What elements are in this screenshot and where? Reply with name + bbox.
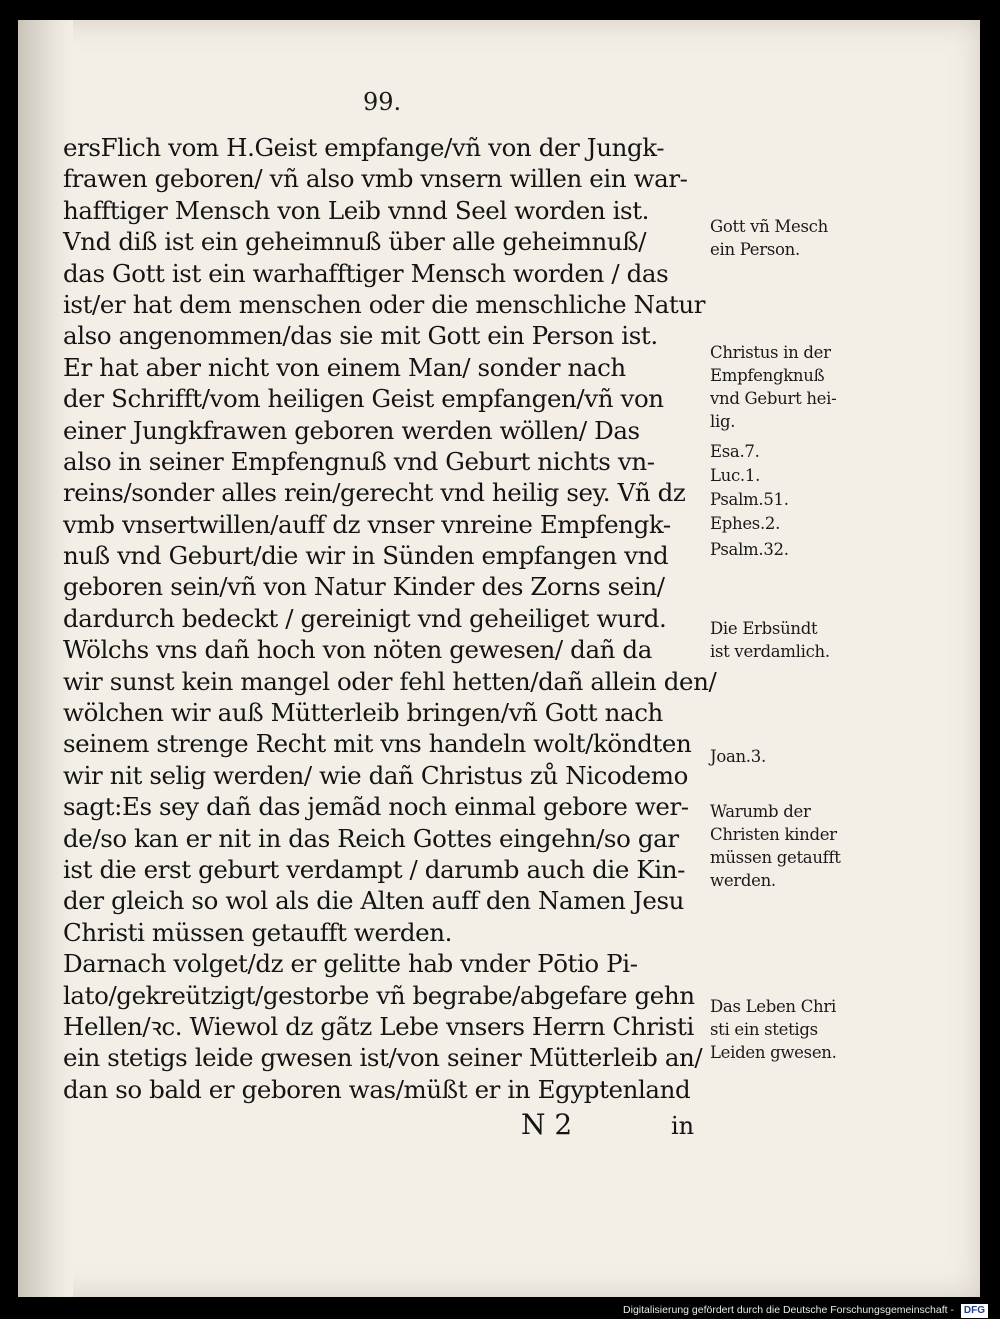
text-line: der Schrifft/vom heiligen Geist empfangen/vñ von (63, 384, 664, 414)
marginal-note-line: Psalm.51. (710, 490, 789, 509)
text-line: also angenommen/das sie mit Gott ein Person ist. (63, 321, 658, 351)
marginal-note-line: Esa.7. (710, 442, 760, 461)
text-line: einer Jungkfrawen geboren werden wöllen/ Das (63, 415, 640, 445)
text-line: ist die erst geburt verdampt / darumb auch die Kin- (63, 854, 685, 884)
marginal-note-line: Luc.1. (710, 466, 761, 485)
text-line: frawen geboren/ vñ also vmb vnsern willen ein war- (63, 164, 688, 194)
text-line: de/so kan er nit in das Reich Gottes eingehn/so gar (63, 823, 679, 853)
text-line: wir nit selig werden/ wie dañ Christus zů Nicodemo (63, 760, 688, 790)
signature-mark: N 2 (521, 1108, 573, 1141)
text-line: dan so bald er geboren was/müßt er in Egyptenland (63, 1074, 691, 1104)
marginal-note (710, 440, 880, 463)
marginal-note (710, 617, 880, 663)
page-number: 99. (363, 88, 402, 116)
catchword: in (671, 1112, 695, 1140)
text-line: Hellen/ꝛc. Wiewol dz gãtz Lebe vnsers Herrn Christi (63, 1011, 694, 1041)
text-line: geboren sein/vñ von Natur Kinder des Zorns sein/ (63, 572, 665, 602)
marginal-note-line: Psalm.32. (710, 540, 789, 559)
text-line: sagt:Es sey dañ das jemãd noch einmal gebore wer- (63, 792, 689, 822)
marginal-note (710, 215, 880, 261)
text-line: der gleich so wol als die Alten auff den Namen Jesu (63, 886, 685, 916)
marginal-note-line: müssen getaufft (710, 848, 841, 867)
marginal-note (710, 341, 880, 433)
marginal-note (710, 995, 880, 1064)
text-line: lato/gekreützigt/gestorbe vñ begrabe/abgefare gehn (63, 980, 695, 1010)
marginal-note-line: Christen kinder (710, 825, 837, 844)
marginal-note-line: Gott vñ Mesch (710, 217, 828, 236)
marginal-note-line: lig. (710, 412, 736, 431)
marginal-note (710, 488, 880, 511)
text-line: wir sunst kein mangel oder fehl hetten/dañ allein den/ (63, 666, 717, 696)
marginal-note-line: Warumb der (710, 802, 811, 821)
marginal-note-line: ein Person. (710, 240, 800, 259)
text-line: Christi müssen getaufft werden. (63, 917, 453, 947)
main-text-block (63, 132, 717, 1105)
text-line: wölchen wir auß Mütterleib bringen/vñ Gott nach (63, 698, 663, 728)
marginal-note (710, 800, 880, 892)
book-page (18, 20, 980, 1297)
text-line: das Gott ist ein warhafftiger Mensch worden / das (63, 258, 669, 288)
text-line: nuß vnd Geburt/die wir in Sünden empfangen vnd (63, 541, 669, 571)
marginal-note (710, 745, 880, 768)
marginal-note-line: Ephes.2. (710, 514, 781, 533)
page-footer (521, 1108, 721, 1141)
marginal-note-line: Leiden gwesen. (710, 1043, 837, 1062)
marginal-note-line: werden. (710, 871, 776, 890)
text-line: Er hat aber nicht von einem Man/ sonder nach (63, 352, 626, 382)
text-line: Darnach volget/dz er gelitte hab vnder Pōtio Pi- (63, 949, 638, 979)
text-line: ein stetigs leide gwesen ist/von seiner Mütterleib an/ (63, 1043, 703, 1073)
text-line: reins/sonder alles rein/gerecht vnd heilig sey. Vñ dz (63, 478, 686, 508)
marginal-note-line: Empfengknuß (710, 366, 825, 385)
credit-text: Digitalisierung gefördert durch die Deutsche Forschungsgemeinschaft - (623, 1304, 954, 1316)
text-line: Vnd diß ist ein geheimnuß über alle geheimnuß/ (63, 227, 647, 257)
text-line: vmb vnsertwillen/auff dz vnser vnreine Empfengk- (63, 509, 671, 539)
marginal-note-line: Die Erbsündt (710, 619, 818, 638)
marginal-note-line: ist verdamlich. (710, 642, 830, 661)
marginal-note-line: vnd Geburt hei- (710, 389, 837, 408)
text-line: Wölchs vns dañ hoch von nöten gewesen/ dañ da (63, 635, 652, 665)
marginal-note-line: sti ein stetigs (710, 1020, 818, 1039)
digitization-credit (623, 1303, 988, 1317)
marginal-note (710, 464, 880, 487)
marginal-note-line: Christus in der (710, 343, 831, 362)
marginal-note-line: Joan.3. (710, 747, 766, 766)
text-line: also in seiner Empfengnuß vnd Geburt nichts vn- (63, 446, 655, 476)
text-line: hafftiger Mensch von Leib vnnd Seel worden ist. (63, 195, 650, 225)
marginal-note (710, 512, 880, 535)
marginal-note (710, 538, 880, 561)
dfg-logo: DFG (961, 1304, 988, 1318)
text-line: ist/er hat dem menschen oder die menschliche Natur (63, 289, 706, 319)
marginal-note-line: Das Leben Chri (710, 997, 836, 1016)
text-line: seinem strenge Recht mit vns handeln wolt/köndten (63, 729, 692, 759)
text-line: ersFlich vom H.Geist empfange/vñ von der Jungk- (63, 133, 665, 162)
text-line: dardurch bedeckt / gereinigt vnd geheiliget wurd. (63, 603, 667, 633)
